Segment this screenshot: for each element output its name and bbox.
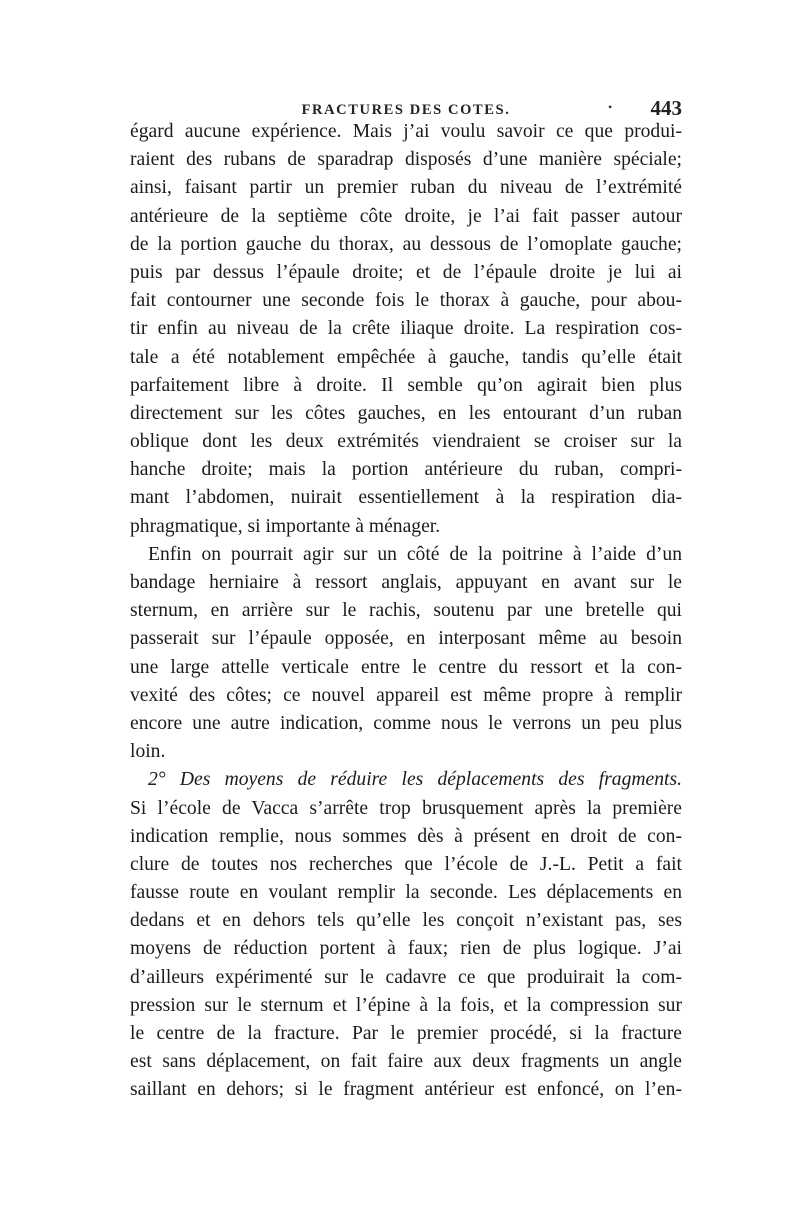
- text-line: puis par dessus l’épaule droite; et de l’épaule droite je lui ai: [130, 261, 682, 283]
- text-line: fait contourner une seconde fois le thorax à gauche, pour abou-: [130, 290, 682, 312]
- text-line: antérieure de la septième côte droite, je l’ai fait passer autour: [130, 205, 682, 227]
- text-line: est sans déplacement, on fait faire aux deux fragments un angle: [130, 1051, 682, 1073]
- text-line: tir enfin au niveau de la crête iliaque droite. La respiration cos-: [130, 318, 682, 340]
- text-line: mant l’abdomen, nuirait essentiellement à la respiration dia-: [130, 487, 682, 509]
- text-line: vexité des côtes; ce nouvel appareil est même propre à remplir: [130, 684, 682, 706]
- text-line: Si l’école de Vacca s’arrête trop brusquement après la première: [130, 797, 682, 819]
- running-head-dot: •: [608, 100, 613, 114]
- text-line: d’ailleurs expérimenté sur le cadavre ce que produirait la com-: [130, 966, 682, 988]
- text-line: de la portion gauche du thorax, au dessous de l’omoplate gauche;: [130, 233, 682, 255]
- text-line: directement sur les côtes gauches, en les entourant d’un ruban: [130, 402, 682, 424]
- text-line: le centre de la fracture. Par le premier procédé, si la fracture: [130, 1023, 682, 1044]
- text-line: pression sur le sternum et l’épine à la fois, et la compression sur: [130, 994, 682, 1016]
- text-line: saillant en dehors; si le fragment antérieur est enfoncé, on l’en-: [130, 1079, 682, 1101]
- text-line: moyens de réduction portent à faux; rien de plus logique. J’ai: [130, 938, 682, 960]
- text-line: tale a été notablement empêchée à gauche, tandis qu’elle était: [130, 346, 682, 368]
- text-line: encore une autre indication, comme nous le verrons un peu plus: [130, 712, 682, 734]
- text-line: clure de toutes nos recherches que l’école de J.-L. Petit a fait: [130, 853, 682, 875]
- text-line: ainsi, faisant partir un premier ruban du niveau de l’extrémité: [130, 177, 682, 199]
- text-line: hanche droite; mais la portion antérieure du ruban, compri-: [130, 459, 682, 481]
- paragraph-end-line: loin.: [130, 741, 166, 763]
- text-line: oblique dont les deux extrémités viendraient se croiser sur la: [130, 431, 682, 453]
- paragraph-end-line: phragmatique, si importante à ménager.: [130, 515, 441, 537]
- text-line: dedans et en dehors tels qu’elle les conçoit n’existant pas, ses: [130, 910, 682, 932]
- text-line: bandage herniaire à ressort anglais, appuyant en avant sur le: [130, 572, 682, 593]
- body-text: [130, 118, 682, 1105]
- text-line: fausse route en voulant remplir la seconde. Les déplacements en: [130, 882, 682, 904]
- text-line: indication remplie, nous sommes dès à présent en droit de con-: [130, 825, 682, 847]
- running-head-title: FRACTURES DES COTES.: [301, 102, 511, 118]
- section-heading: 2° Des moyens de réduire les déplacements des fragments.: [148, 769, 682, 791]
- paragraph-first-line: Enfin on pourrait agir sur un côté de la poitrine à l’aide d’un: [148, 543, 682, 565]
- text-line: une large attelle verticale entre le centre du ressort et la con-: [130, 656, 682, 678]
- text-line: égard aucune expérience. Mais j’ai voulu savoir ce que produi-: [130, 121, 682, 142]
- text-line: raient des rubans de sparadrap disposés d’une manière spéciale;: [130, 149, 682, 171]
- text-line: passerait sur l’épaule opposée, en interposant même au besoin: [130, 628, 682, 650]
- text-line: parfaitement libre à droite. Il semble qu’on agirait bien plus: [130, 374, 682, 396]
- text-line: sternum, en arrière sur le rachis, soutenu par une bretelle qui: [130, 600, 682, 622]
- page-number: 443: [650, 96, 682, 120]
